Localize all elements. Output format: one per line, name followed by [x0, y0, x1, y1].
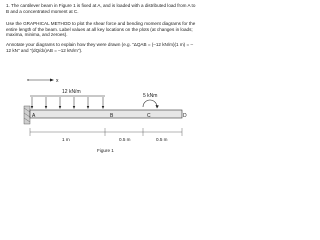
problem-paragraph-1: 1. The cantilever beam in Figure 1 is fixed at A, and is loaded with a distributed load from A to B and a concentrated moment at C. — [6, 3, 196, 14]
point-d-label: D — [183, 113, 187, 119]
point-b-label: B — [110, 113, 114, 119]
dimension-cd-label: 0.5 m — [156, 137, 168, 142]
cantilever-beam — [30, 110, 182, 118]
point-a-label: A — [32, 113, 36, 119]
dimension-ab-label: 1 m — [62, 137, 70, 142]
problem-paragraph-3: Annotate your diagrams to explain how they were drawn (e.g. "ΔQAB = (–12 kN/m)(1 m) = –12 kN" and "(dQ/dx)AB = –12 kN/m"). — [6, 42, 194, 53]
figure-caption: Figure 1 — [97, 148, 114, 153]
fixed-support-a — [24, 106, 30, 124]
distributed-load — [30, 96, 105, 109]
moment-label: 5 kNm — [143, 93, 158, 99]
x-axis-arrow — [27, 79, 54, 82]
dimension-bc-label: 0.5 m — [119, 137, 131, 142]
concentrated-moment — [143, 100, 159, 109]
point-c-label: C — [147, 113, 151, 119]
dimension-lines — [30, 128, 182, 136]
x-axis-label: x — [56, 78, 59, 84]
distributed-load-label: 12 kN/m — [62, 89, 81, 95]
problem-paragraph-2: Use the GRAPHICAL METHOD to plot the shear force and bending moment diagrams for the entire length of the beam. Label values at all key locations on the plots (at changes in loads; maxima, minima, and zeroes). — [6, 21, 196, 38]
beam-figure — [0, 0, 200, 161]
